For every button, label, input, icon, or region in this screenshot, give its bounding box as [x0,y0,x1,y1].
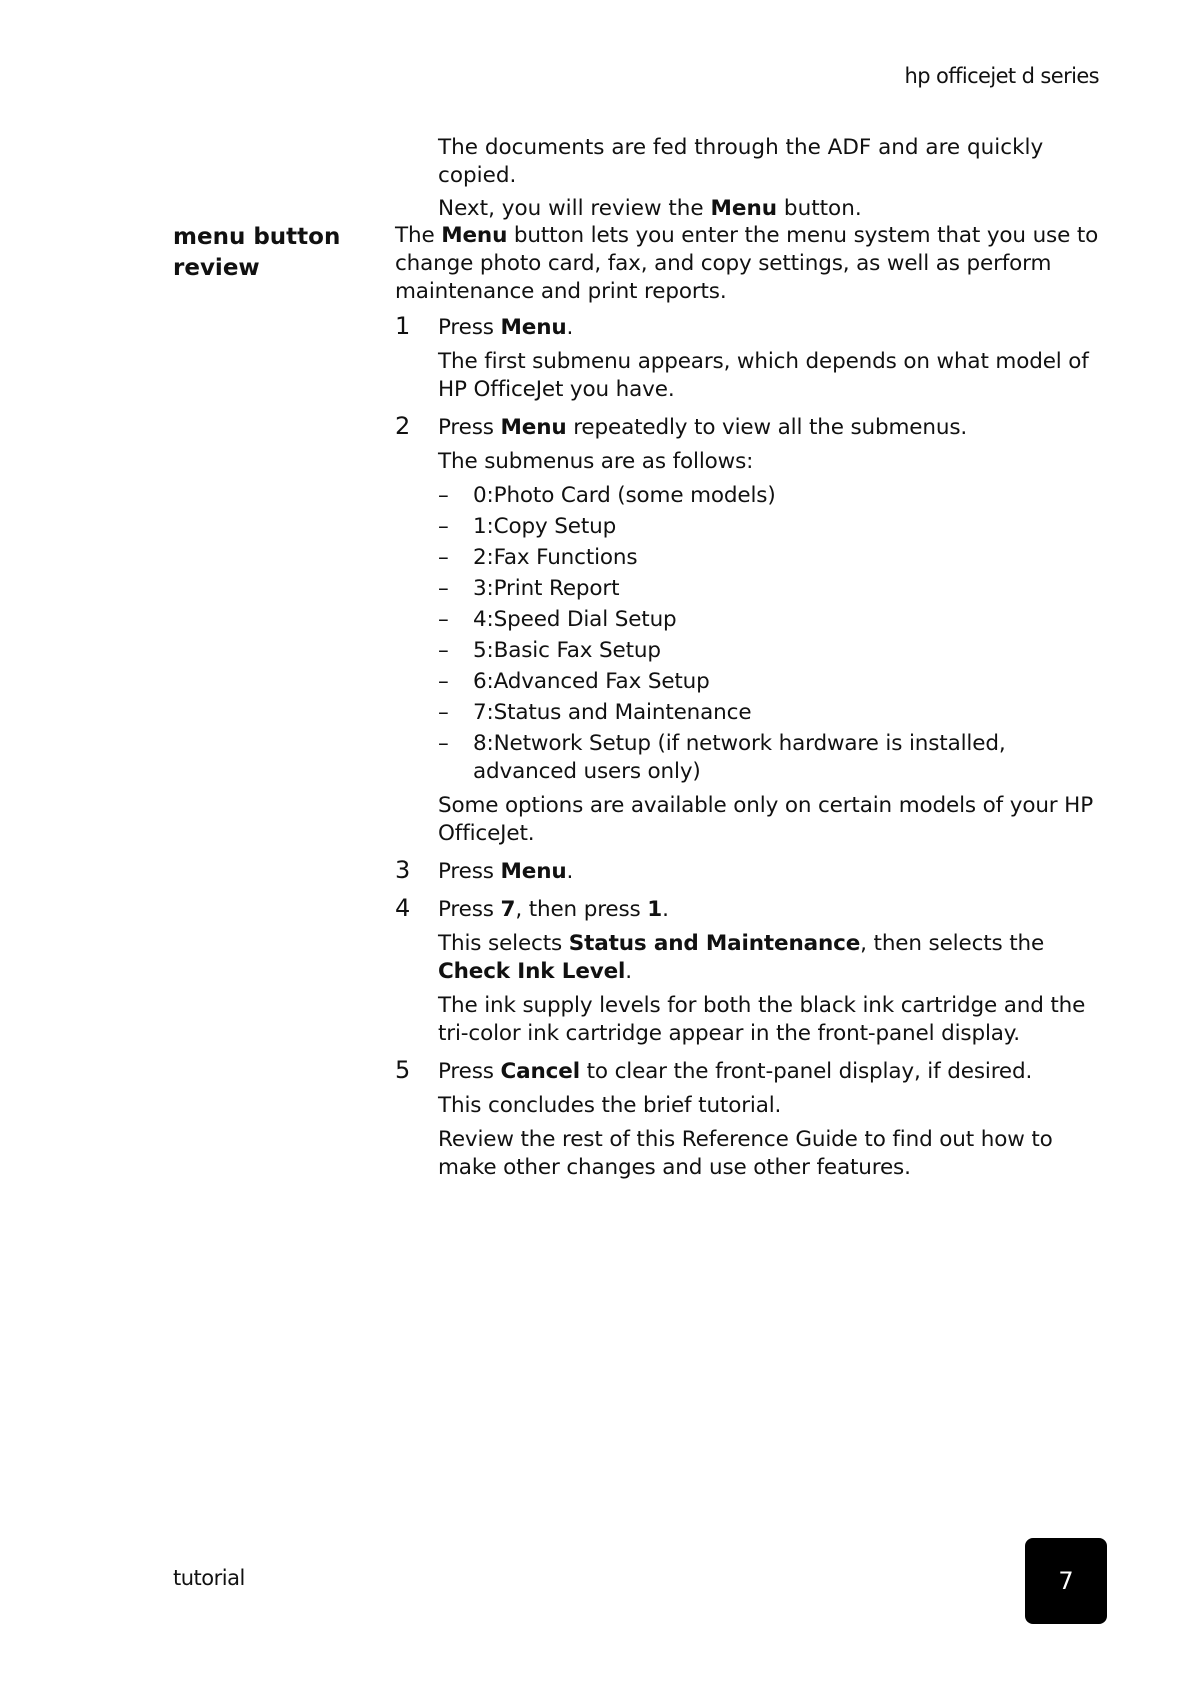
step-number: 3 [395,856,411,884]
intro-block [438,134,1118,228]
list-item: – 2:Fax Functions [438,545,638,570]
step-3 [395,858,1100,886]
step-note: The first submenu appears, which depends on what model of HP OfficeJet you have. [438,349,1089,402]
footer-section-label: tutorial [173,1566,245,1590]
step-4 [395,896,1100,1048]
section-body [395,222,1100,1192]
step-instruction: Press Menu. [438,859,574,884]
step-note: This concludes the brief tutorial. [438,1093,782,1118]
step-instruction: Press 7, then press 1. [438,897,669,922]
submenu-list [438,482,1100,786]
list-item: – 4:Speed Dial Setup [438,607,677,632]
step-note: The ink supply levels for both the black ink cartridge and the tri-color ink cartridge appear in the front-panel display. [438,993,1086,1046]
section-heading: menu button review [173,224,341,281]
step-number: 2 [395,412,411,440]
intro-line-1: The documents are fed through the ADF and are quickly copied. [438,135,1044,188]
section-lead: The Menu button lets you enter the menu system that you use to change photo card, fax, and copy settings, as well as perform maintenance and print reports. [395,223,1099,304]
page-number-badge [1025,1538,1107,1624]
list-item: – 6:Advanced Fax Setup [438,669,710,694]
list-item: – 5:Basic Fax Setup [438,638,661,663]
step-note: Some options are available only on certain models of your HP OfficeJet. [438,793,1094,846]
step-number: 5 [395,1056,411,1084]
step-5 [395,1058,1100,1182]
step-instruction: Press Menu. [438,315,574,340]
step-note: Review the rest of this Reference Guide to find out how to make other changes and use other features. [438,1127,1053,1180]
list-item: – 0:Photo Card (some models) [438,483,776,508]
step-number: 1 [395,312,411,340]
step-1 [395,314,1100,404]
step-instruction: Press Menu repeatedly to view all the submenus. [438,415,968,440]
list-item: – 8:Network Setup (if network hardware is installed, advanced users only) [438,731,1006,784]
step-note: This selects Status and Maintenance, then selects the Check Ink Level. [438,931,1045,984]
step-instruction: Press Cancel to clear the front-panel display, if desired. [438,1059,1033,1084]
step-note: The submenus are as follows: [438,449,754,474]
step-2 [395,414,1100,848]
list-item: – 1:Copy Setup [438,514,617,539]
running-header: hp officejet d series [904,64,1099,88]
step-number: 4 [395,894,411,922]
intro-line-2: Next, you will review the Menu button. [438,196,862,221]
list-item: – 7:Status and Maintenance [438,700,752,725]
page-number: 7 [1058,1567,1074,1595]
list-item: – 3:Print Report [438,576,620,601]
